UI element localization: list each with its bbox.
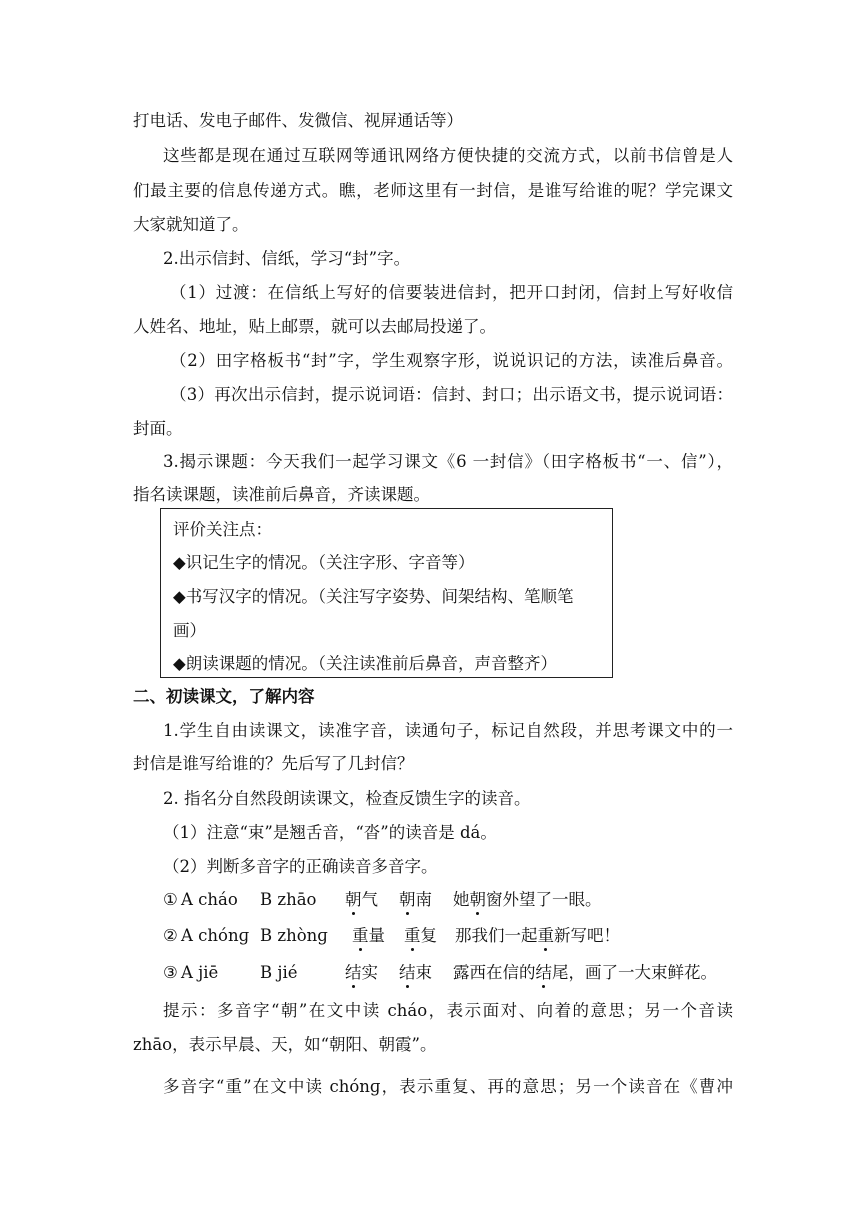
option-b: B zhònɡ [260, 926, 328, 945]
paragraph-line: 人姓名、地址，贴上邮票，就可以去邮局投递了。 [133, 317, 496, 336]
example-sentence: 那我们一起重新写吧！ [455, 926, 620, 945]
option-a: A jiē [181, 963, 219, 982]
example-sentence: 她朝窗外望了一眼。 [453, 890, 602, 909]
paragraph-line: 1.学生自由读课文，读准字音，读通句子，标记自然段，并思考课文中的一 [163, 721, 733, 740]
example-sentence: 露西在信的结尾，画了一大束鲜花。 [453, 963, 717, 982]
paragraph-line: （2）判断多音字的正确读音多音字。 [163, 857, 438, 876]
row-number: ③ [163, 963, 178, 982]
word: 结实 [345, 963, 378, 982]
option-b: B zhāo [260, 890, 317, 909]
word: 重量 [352, 926, 385, 945]
paragraph-line: 大家就知道了。 [133, 215, 249, 234]
option-a: A chónɡ [181, 926, 250, 945]
paragraph-line: 2.出示信封、信纸，学习“封”字。 [163, 249, 411, 268]
row-number: ① [163, 890, 178, 909]
evaluation-title: 评价关注点： [173, 520, 272, 539]
paragraph-line: 提示：多音字“朝”在文中读 cháo，表示面对、向着的意思；另一个音读 [163, 1001, 733, 1020]
paragraph-line: 指名读课题，读准前后鼻音，齐读课题。 [133, 485, 430, 504]
dotted-char: 朝 [399, 890, 416, 909]
paragraph-line: （3）再次出示信封，提示说词语：信封、封口；出示语文书，提示说词语： [170, 385, 733, 404]
paragraph-line: （1）注意“束”是翘舌音，“沓”的读音是 dá。 [163, 823, 497, 842]
paragraph-line: 3.揭示课题：今天我们一起学习课文《6 一封信》（田字格板书“一、信”）， [163, 452, 733, 471]
word: 重复 [404, 926, 437, 945]
section-heading: 二、初读课文，了解内容 [133, 687, 315, 706]
option-b: B jié [260, 963, 298, 982]
paragraph-line: 打电话、发电子邮件、发微信、视屏通话等） [133, 111, 463, 130]
dotted-char: 朝 [469, 890, 486, 909]
evaluation-item: ◆书写汉字的情况。（关注写字姿势、间架结构、笔顺笔 [173, 587, 574, 606]
paragraph-line: 多音字“重”在文中读 chónɡ，表示重复、再的意思；另一个读音在《曹冲 [163, 1077, 733, 1096]
dotted-char: 重 [404, 926, 421, 945]
paragraph-line: （1）过渡：在信纸上写好的信要装进信封，把开口封闭，信封上写好收信 [170, 283, 733, 302]
paragraph-line: 封面。 [133, 419, 183, 438]
dotted-char: 结 [535, 963, 552, 982]
paragraph-line: （2）田字格板书“封”字，学生观察字形，说说识记的方法，读准后鼻音。 [170, 351, 733, 370]
paragraph-line: 这些都是现在通过互联网等通讯网络方便快捷的交流方式，以前书信曾是人 [163, 146, 733, 165]
paragraph-line: 2. 指名分自然段朗读课文，检查反馈生字的读音。 [163, 789, 531, 808]
row-number: ② [163, 926, 178, 945]
dotted-char: 结 [399, 963, 416, 982]
dotted-char: 朝 [345, 890, 362, 909]
evaluation-box [160, 508, 613, 678]
dotted-char: 重 [352, 926, 369, 945]
evaluation-item: ◆识记生字的情况。（关注字形、字音等） [173, 553, 475, 572]
dotted-char: 重 [537, 926, 554, 945]
paragraph-line: 封信是谁写给谁的？先后写了几封信？ [133, 754, 414, 773]
word: 朝南 [399, 890, 432, 909]
word: 结束 [399, 963, 432, 982]
option-a: A cháo [181, 890, 238, 909]
dotted-char: 结 [345, 963, 362, 982]
evaluation-item: ◆朗读课题的情况。（关注读准前后鼻音，声音整齐） [173, 654, 557, 673]
paragraph-line: 们最主要的信息传递方式。瞧，老师这里有一封信，是谁写给谁的呢？学完课文 [133, 181, 733, 200]
paragraph-line: zhāo，表示早晨、天，如“朝阳、朝霞”。 [133, 1035, 437, 1054]
evaluation-item: 画） [173, 621, 206, 640]
word: 朝气 [345, 890, 378, 909]
